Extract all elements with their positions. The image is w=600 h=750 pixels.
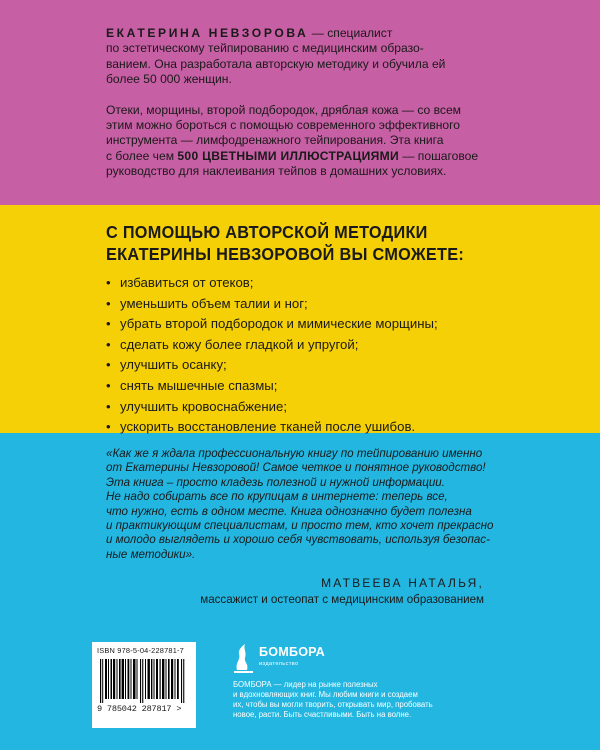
intro-p2-line-5: руководство для наклеивания тейпов в домашних условиях. [106, 164, 447, 179]
list-item [106, 314, 546, 335]
method-heading [106, 221, 515, 265]
publisher-line: их, чтобы вы могли творить, открывать мир, пробовать [233, 700, 433, 709]
quote-line: и молодо выглядеть и хорошо себя чувствовать, используя безопас- [106, 533, 490, 547]
method-heading-line-1: С ПОМОЩЬЮ АВТОРСКОЙ МЕТОДИКИ [106, 222, 428, 242]
barcode-image [97, 659, 191, 703]
quote-line: «Как же я ждала профессиональную книгу по тейпированию именно [106, 447, 483, 460]
intro-line-4: более 50 000 женщин. [106, 72, 232, 87]
bullet-icon: • [106, 419, 111, 435]
isbn-number: ISBN 978-5-04-228781-7 [97, 646, 184, 655]
illustrations-highlight: 500 ЦВЕТНЫМИ ИЛЛЮСТРАЦИЯМИ [177, 148, 399, 163]
bullet-icon: • [106, 398, 111, 414]
author-intro [106, 26, 526, 180]
publisher-subtitle: издательство [259, 661, 299, 667]
list-item [106, 355, 546, 376]
list-item [106, 417, 546, 438]
list-item-text: избавиться от отеков; [120, 275, 254, 290]
barcode-block [92, 642, 196, 728]
list-item [106, 335, 546, 356]
quote-text [106, 447, 526, 562]
barcode-digits: 9 785042 287817 > [97, 704, 182, 714]
method-section [106, 221, 546, 438]
list-item [106, 273, 546, 294]
quote-line: ные методики». [106, 547, 196, 561]
list-item-text: улучшить кровоснабжение; [120, 398, 288, 414]
benefits-list [106, 273, 546, 438]
list-item-text: убрать второй подбородок и мимические морщины; [120, 316, 438, 332]
bullet-icon: • [106, 316, 111, 332]
intro-p2-line-4-pre: с более чем [106, 148, 175, 163]
list-item-text: сделать кожу более гладкой и упругой; [120, 336, 359, 352]
list-item [106, 294, 546, 315]
intro-p2-line-3: инструмента — лимфодренажного тейпирования. Эта книга [106, 133, 444, 148]
wave-logo-icon [233, 640, 257, 674]
publisher-name: БОМБОРА [259, 645, 325, 659]
method-heading-line-2: ЕКАТЕРИНЫ НЕВЗОРОВОЙ ВЫ СМОЖЕТЕ: [106, 244, 465, 264]
list-item-text: уменьшить объем талии и ног; [120, 295, 308, 311]
publisher-line: и вдохновляющих книг. Мы любим книги и создаем [233, 690, 418, 699]
review-quote [106, 447, 526, 562]
quote-line: от Екатерины Невзоровой! Самое четкое и понятное руководство! [106, 461, 486, 475]
bullet-icon: • [106, 336, 111, 352]
intro-line-2: по эстетическому тейпированию с медицинским образо- [106, 41, 424, 56]
intro-p2-line-2: этим можно бороться с помощью современного эффективного [106, 118, 461, 133]
reviewer-name: МАТВЕЕВА НАТАЛЬЯ, [321, 576, 484, 590]
intro-p2-line-1: Отеки, морщины, второй подбородок, дряблая кожа — со всем [106, 102, 461, 117]
bullet-icon: • [106, 377, 111, 393]
bullet-icon: • [106, 357, 111, 373]
list-item-text: снять мышечные спазмы; [120, 377, 278, 393]
list-item [106, 376, 546, 397]
bullet-icon: • [106, 295, 111, 311]
author-name: ЕКАТЕРИНА НЕВЗОРОВА [106, 26, 309, 40]
list-item-text: улучшить осанку; [120, 357, 227, 373]
bullet-icon: • [106, 275, 111, 290]
quote-line: Не надо собирать все по крупицам в интернете: теперь все, [106, 490, 448, 504]
quote-line: что нужно, есть в одном месте. Книга однозначно будет полезна [106, 504, 472, 518]
publisher-description [233, 680, 503, 720]
intro-p2-line-4-post: — пошаговое [402, 148, 479, 163]
quote-line: Эта книга – просто кладезь полезной и нужной информации. [106, 475, 445, 489]
intro-paragraph-2 [106, 103, 526, 180]
publisher-logo [233, 640, 325, 676]
list-item-text: ускорить восстановление тканей после ушибов. [120, 419, 416, 435]
intro-paragraph-1 [106, 26, 526, 88]
intro-line-3: ванием. Она разработала авторскую методику и обучила ей [106, 56, 446, 71]
quote-line: и практикующим специалистам, и просто тем, кто хочет прекрасно [106, 519, 494, 533]
intro-line-1-rest: — специалист [311, 26, 393, 40]
reviewer-role: массажист и остеопат с медицинским образованием [200, 593, 484, 606]
publisher-line: новое, расти. Быть счастливыми. Быть на волне. [233, 710, 412, 719]
list-item [106, 397, 546, 418]
publisher-line: БОМБОРА — лидер на рынке полезных [233, 680, 378, 689]
